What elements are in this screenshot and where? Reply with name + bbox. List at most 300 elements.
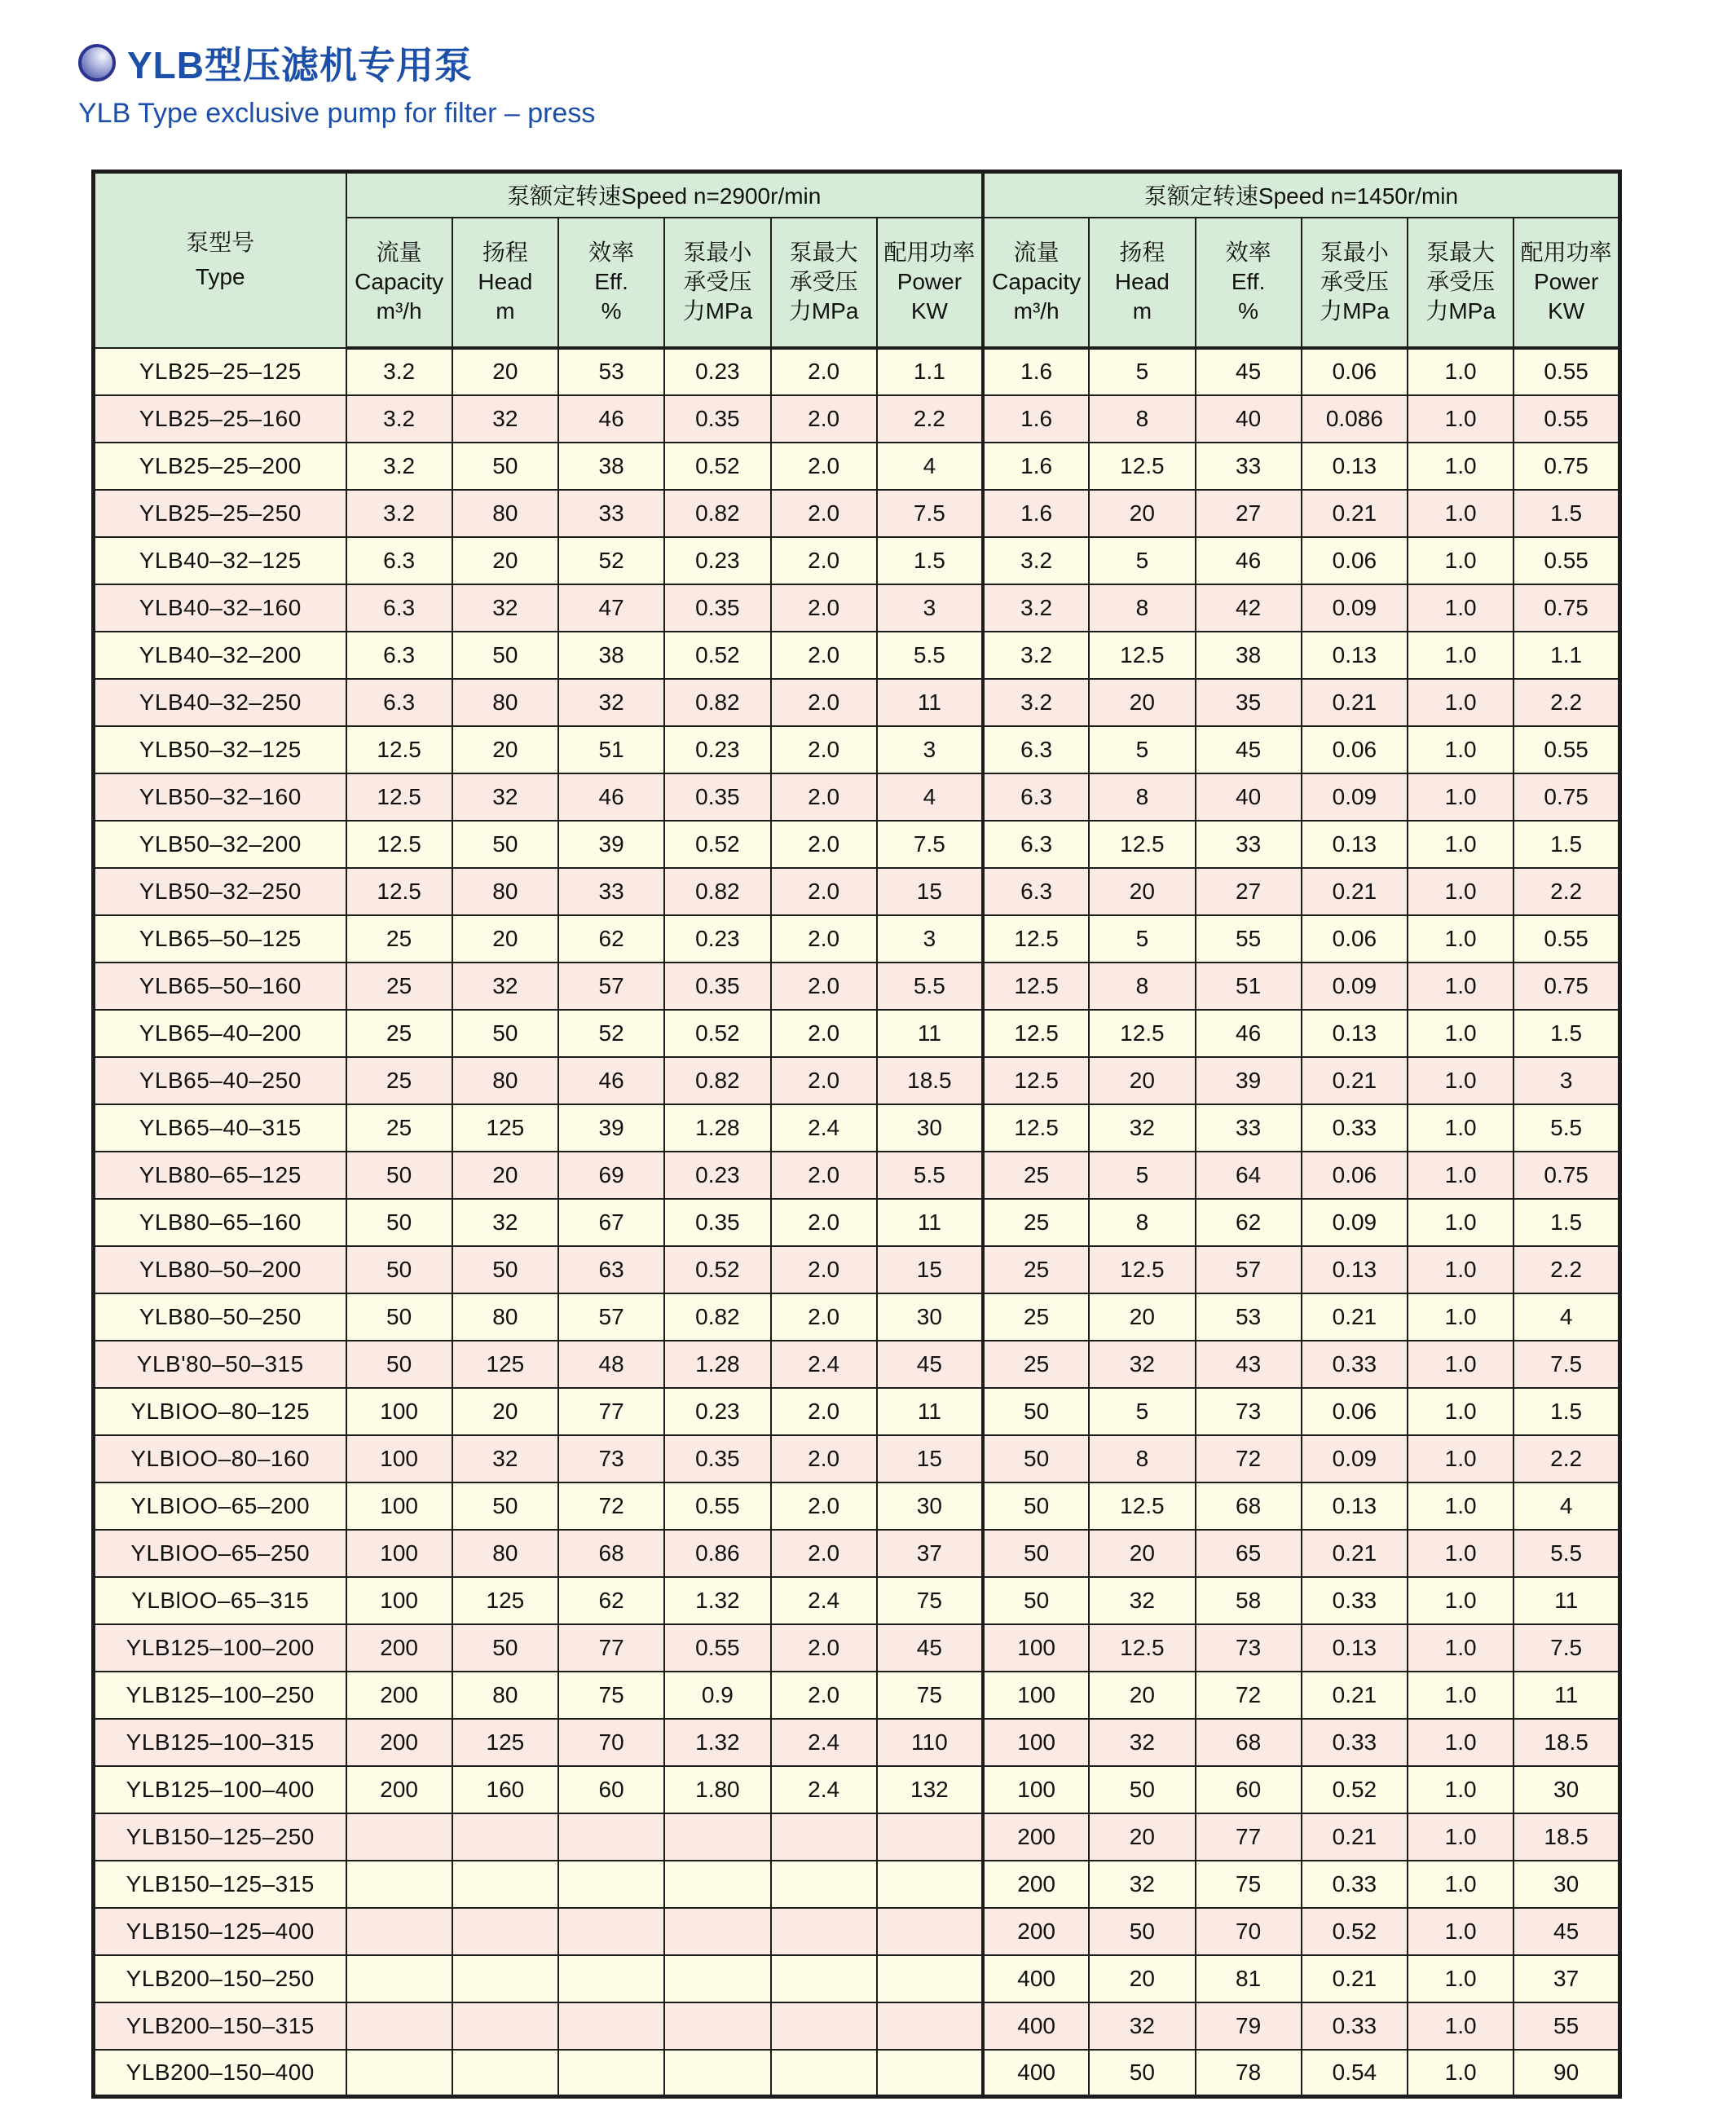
value-cell: 32 — [452, 773, 558, 821]
value-cell: 0.33 — [1302, 2002, 1408, 2050]
value-cell: 45 — [1196, 726, 1302, 773]
value-cell: 0.35 — [664, 1435, 770, 1482]
value-cell: 11 — [877, 1010, 983, 1057]
pump-type-cell: YLB200–150–400 — [94, 2050, 346, 2097]
value-cell: 2.0 — [771, 963, 877, 1010]
value-cell: 1.5 — [1513, 490, 1619, 537]
value-cell: 20 — [1089, 868, 1195, 915]
sub-header-line: 泵最大 — [789, 240, 858, 266]
value-cell: 50 — [452, 443, 558, 490]
value-cell: 39 — [1196, 1057, 1302, 1104]
sub-header-line: % — [1238, 297, 1259, 324]
value-cell: 0.82 — [664, 868, 770, 915]
value-cell: 20 — [1089, 679, 1195, 726]
pump-type-cell: YLBIOO–65–200 — [94, 1482, 346, 1530]
value-cell: 11 — [877, 1199, 983, 1246]
sub-header-line: 流量 — [376, 240, 422, 266]
table-row — [94, 915, 1620, 963]
table-row — [94, 2050, 1620, 2097]
value-cell: 30 — [1513, 1766, 1619, 1813]
value-cell: 50 — [983, 1577, 1089, 1624]
value-cell: 1.0 — [1408, 868, 1513, 915]
value-cell: 0.35 — [664, 1199, 770, 1246]
value-cell: 2.0 — [771, 1293, 877, 1341]
value-cell: 0.33 — [1302, 1104, 1408, 1152]
value-cell: 25 — [983, 1246, 1089, 1293]
sub-header-line: Capacity — [992, 269, 1082, 295]
value-cell: 0.06 — [1302, 1152, 1408, 1199]
sub-header-line: 力MPa — [682, 297, 753, 324]
value-cell: 1.0 — [1408, 1152, 1513, 1199]
value-cell: 2.0 — [771, 1057, 877, 1104]
value-cell: 12.5 — [983, 1010, 1089, 1057]
value-cell: 1.0 — [1408, 632, 1513, 679]
value-cell: 50 — [1089, 1908, 1195, 1955]
value-cell: 5.5 — [1513, 1530, 1619, 1577]
pump-type-cell: YLB200–150–250 — [94, 1955, 346, 2002]
value-cell: 20 — [1089, 490, 1195, 537]
value-cell: 0.35 — [664, 773, 770, 821]
value-cell: 20 — [1089, 1955, 1195, 2002]
value-cell: 48 — [558, 1341, 664, 1388]
value-cell: 72 — [558, 1482, 664, 1530]
value-cell — [346, 2002, 452, 2050]
value-cell: 46 — [1196, 1010, 1302, 1057]
value-cell: 0.52 — [664, 821, 770, 868]
value-cell: 81 — [1196, 1955, 1302, 2002]
value-cell: 67 — [558, 1199, 664, 1246]
sub-header-cell — [1513, 218, 1619, 348]
value-cell: 110 — [877, 1719, 983, 1766]
table-row — [94, 868, 1620, 915]
value-cell: 12.5 — [1089, 821, 1195, 868]
value-cell: 1.0 — [1408, 679, 1513, 726]
value-cell: 72 — [1196, 1672, 1302, 1719]
value-cell: 0.33 — [1302, 1719, 1408, 1766]
value-cell: 5 — [1089, 1152, 1195, 1199]
value-cell: 0.35 — [664, 584, 770, 632]
value-cell — [452, 1908, 558, 1955]
value-cell: 55 — [1196, 915, 1302, 963]
value-cell: 20 — [452, 915, 558, 963]
sub-header-line: 力MPa — [788, 297, 859, 324]
value-cell: 57 — [1196, 1246, 1302, 1293]
pump-type-cell: YLB40–32–250 — [94, 679, 346, 726]
value-cell: 0.09 — [1302, 584, 1408, 632]
value-cell: 3.2 — [346, 348, 452, 395]
value-cell: 0.13 — [1302, 1246, 1408, 1293]
sub-header-cell — [983, 218, 1089, 348]
value-cell: 32 — [1089, 2002, 1195, 2050]
value-cell: 1.1 — [877, 348, 983, 395]
value-cell: 50 — [452, 1246, 558, 1293]
value-cell: 100 — [346, 1577, 452, 1624]
value-cell: 38 — [558, 632, 664, 679]
value-cell: 79 — [1196, 2002, 1302, 2050]
value-cell: 69 — [558, 1152, 664, 1199]
pump-type-cell: YLB125–100–250 — [94, 1672, 346, 1719]
value-cell — [452, 1813, 558, 1861]
value-cell: 1.80 — [664, 1766, 770, 1813]
value-cell: 0.75 — [1513, 584, 1619, 632]
value-cell: 1.28 — [664, 1341, 770, 1388]
value-cell: 12.5 — [1089, 443, 1195, 490]
value-cell — [877, 2050, 983, 2097]
value-cell: 1.0 — [1408, 2002, 1513, 2050]
value-cell: 45 — [1196, 348, 1302, 395]
value-cell: 68 — [558, 1530, 664, 1577]
value-cell: 1.0 — [1408, 773, 1513, 821]
value-cell: 0.13 — [1302, 632, 1408, 679]
value-cell: 20 — [452, 1388, 558, 1435]
pump-type-cell: YLB80–65–125 — [94, 1152, 346, 1199]
value-cell: 0.75 — [1513, 963, 1619, 1010]
value-cell — [664, 2050, 770, 2097]
value-cell: 57 — [558, 1293, 664, 1341]
value-cell: 64 — [1196, 1152, 1302, 1199]
type-header-cell — [94, 172, 346, 348]
value-cell: 0.09 — [1302, 773, 1408, 821]
value-cell: 11 — [877, 1388, 983, 1435]
value-cell: 0.21 — [1302, 1672, 1408, 1719]
value-cell: 3.2 — [983, 537, 1089, 584]
pump-spec-table — [91, 170, 1622, 2099]
pump-type-cell: YLB80–50–200 — [94, 1246, 346, 1293]
sub-header-line: Power — [1533, 269, 1599, 295]
value-cell: 32 — [558, 679, 664, 726]
value-cell: 0.06 — [1302, 537, 1408, 584]
value-cell: 0.21 — [1302, 1955, 1408, 2002]
value-cell: 25 — [346, 1057, 452, 1104]
value-cell: 2.0 — [771, 1530, 877, 1577]
table-row — [94, 1719, 1620, 1766]
table-row — [94, 1577, 1620, 1624]
table-row — [94, 632, 1620, 679]
table-row — [94, 1435, 1620, 1482]
sub-header-line: 扬程 — [1119, 240, 1165, 266]
value-cell: 80 — [452, 1057, 558, 1104]
value-cell: 0.13 — [1302, 443, 1408, 490]
pump-type-cell: YLB'80–50–315 — [94, 1341, 346, 1388]
value-cell: 52 — [558, 537, 664, 584]
pump-type-cell: YLB25–25–250 — [94, 490, 346, 537]
value-cell: 100 — [346, 1482, 452, 1530]
value-cell: 2.0 — [771, 1388, 877, 1435]
value-cell — [877, 1908, 983, 1955]
table-row — [94, 821, 1620, 868]
value-cell: 4 — [1513, 1482, 1619, 1530]
value-cell: 50 — [452, 1624, 558, 1672]
value-cell: 20 — [1089, 1293, 1195, 1341]
value-cell: 0.086 — [1302, 395, 1408, 443]
value-cell: 1.0 — [1408, 490, 1513, 537]
value-cell: 62 — [1196, 1199, 1302, 1246]
value-cell: 7.5 — [877, 821, 983, 868]
value-cell: 1.5 — [877, 537, 983, 584]
table-row — [94, 1341, 1620, 1388]
value-cell: 1.0 — [1408, 1624, 1513, 1672]
value-cell: 50 — [1089, 2050, 1195, 2097]
value-cell: 0.52 — [664, 632, 770, 679]
value-cell: 0.21 — [1302, 1530, 1408, 1577]
value-cell: 53 — [558, 348, 664, 395]
table-row — [94, 1010, 1620, 1057]
table-row — [94, 1152, 1620, 1199]
value-cell: 12.5 — [346, 821, 452, 868]
value-cell: 2.0 — [771, 726, 877, 773]
value-cell: 12.5 — [983, 1057, 1089, 1104]
value-cell: 100 — [983, 1719, 1089, 1766]
value-cell: 2.0 — [771, 584, 877, 632]
pump-type-cell: YLB125–100–200 — [94, 1624, 346, 1672]
value-cell: 11 — [1513, 1672, 1619, 1719]
pump-type-cell: YLBIOO–65–250 — [94, 1530, 346, 1577]
value-cell: 400 — [983, 2050, 1089, 2097]
value-cell: 0.75 — [1513, 1152, 1619, 1199]
value-cell: 72 — [1196, 1435, 1302, 1482]
bullet-sphere-icon — [78, 44, 116, 82]
value-cell: 50 — [452, 1010, 558, 1057]
value-cell: 1.1 — [1513, 632, 1619, 679]
value-cell: 3.2 — [983, 679, 1089, 726]
value-cell — [452, 1955, 558, 2002]
value-cell: 2.0 — [771, 1199, 877, 1246]
value-cell: 5 — [1089, 726, 1195, 773]
value-cell — [877, 1813, 983, 1861]
value-cell: 200 — [346, 1672, 452, 1719]
value-cell: 1.5 — [1513, 1388, 1619, 1435]
pump-type-cell: YLBlOO–65–315 — [94, 1577, 346, 1624]
value-cell — [877, 1861, 983, 1908]
table-row — [94, 1530, 1620, 1577]
value-cell: 55 — [1513, 2002, 1619, 2050]
value-cell: 6.3 — [983, 868, 1089, 915]
sub-header-line: 承受压 — [683, 269, 752, 295]
value-cell: 0.09 — [1302, 1199, 1408, 1246]
value-cell — [346, 2050, 452, 2097]
value-cell: 1.0 — [1408, 348, 1513, 395]
value-cell: 2.0 — [771, 632, 877, 679]
value-cell: 77 — [558, 1624, 664, 1672]
value-cell: 5.5 — [1513, 1104, 1619, 1152]
value-cell: 0.9 — [664, 1672, 770, 1719]
value-cell: 1.0 — [1408, 1672, 1513, 1719]
value-cell: 0.33 — [1302, 1577, 1408, 1624]
value-cell: 20 — [452, 1152, 558, 1199]
value-cell: 0.13 — [1302, 1624, 1408, 1672]
value-cell: 2.4 — [771, 1577, 877, 1624]
value-cell: 0.09 — [1302, 1435, 1408, 1482]
value-cell: 400 — [983, 2002, 1089, 2050]
pump-type-cell: YLB150–125–250 — [94, 1813, 346, 1861]
value-cell — [664, 1908, 770, 1955]
value-cell: 50 — [983, 1482, 1089, 1530]
value-cell: 1.5 — [1513, 821, 1619, 868]
value-cell: 1.28 — [664, 1104, 770, 1152]
table-header — [94, 172, 1620, 348]
value-cell: 125 — [452, 1104, 558, 1152]
value-cell — [664, 1861, 770, 1908]
value-cell: 50 — [346, 1152, 452, 1199]
sub-header-line: 力MPa — [1425, 297, 1496, 324]
value-cell: 0.23 — [664, 348, 770, 395]
value-cell: 2.0 — [771, 773, 877, 821]
value-cell: 18.5 — [1513, 1719, 1619, 1766]
value-cell: 33 — [1196, 1104, 1302, 1152]
value-cell: 200 — [983, 1861, 1089, 1908]
sub-header-cell — [877, 218, 983, 348]
value-cell: 32 — [452, 1435, 558, 1482]
value-cell: 33 — [1196, 821, 1302, 868]
value-cell: 2.0 — [771, 821, 877, 868]
value-cell: 18.5 — [877, 1057, 983, 1104]
value-cell: 132 — [877, 1766, 983, 1813]
pump-type-cell: YLB25–25–125 — [94, 348, 346, 395]
pump-type-cell: YLB40–32–160 — [94, 584, 346, 632]
value-cell — [452, 1861, 558, 1908]
value-cell: 53 — [1196, 1293, 1302, 1341]
value-cell: 6.3 — [983, 821, 1089, 868]
value-cell — [452, 2002, 558, 2050]
sub-header-line: 承受压 — [1320, 269, 1389, 295]
value-cell: 0.55 — [664, 1482, 770, 1530]
pump-type-cell: YLBIOO–80–160 — [94, 1435, 346, 1482]
value-cell: 25 — [983, 1341, 1089, 1388]
sub-header-line: 力MPa — [1320, 297, 1390, 324]
table-row — [94, 1908, 1620, 1955]
value-cell: 2.0 — [771, 868, 877, 915]
value-cell: 50 — [452, 632, 558, 679]
value-cell: 57 — [558, 963, 664, 1010]
table-row — [94, 1482, 1620, 1530]
value-cell: 200 — [346, 1624, 452, 1672]
sub-header-cell — [664, 218, 770, 348]
table-row — [94, 443, 1620, 490]
value-cell: 20 — [452, 348, 558, 395]
value-cell: 200 — [346, 1719, 452, 1766]
pump-type-cell: YLB50–32–250 — [94, 868, 346, 915]
sub-header-line: KW — [1548, 297, 1585, 324]
value-cell: 25 — [983, 1293, 1089, 1341]
value-cell: 40 — [1196, 773, 1302, 821]
value-cell: 6.3 — [346, 632, 452, 679]
value-cell: 50 — [983, 1435, 1089, 1482]
pump-type-cell: YLB125–100–400 — [94, 1766, 346, 1813]
value-cell: 30 — [877, 1104, 983, 1152]
pump-type-cell: YLB50–32–125 — [94, 726, 346, 773]
value-cell: 3 — [877, 726, 983, 773]
value-cell: 5 — [1089, 915, 1195, 963]
value-cell: 1.6 — [983, 348, 1089, 395]
value-cell: 0.06 — [1302, 1388, 1408, 1435]
value-cell — [346, 1813, 452, 1861]
value-cell: 1.0 — [1408, 537, 1513, 584]
sub-header-cell — [558, 218, 664, 348]
value-cell: 8 — [1089, 1199, 1195, 1246]
value-cell: 80 — [452, 1293, 558, 1341]
value-cell: 80 — [452, 1530, 558, 1577]
table-row — [94, 963, 1620, 1010]
pump-type-cell: YLB65–40–250 — [94, 1057, 346, 1104]
sub-header-line: Head — [478, 269, 533, 295]
value-cell: 46 — [1196, 537, 1302, 584]
table-row — [94, 348, 1620, 395]
value-cell: 0.21 — [1302, 1057, 1408, 1104]
value-cell: 5.5 — [877, 632, 983, 679]
value-cell: 0.82 — [664, 679, 770, 726]
value-cell: 11 — [1513, 1577, 1619, 1624]
pump-type-cell: YLB150–125–315 — [94, 1861, 346, 1908]
value-cell: 30 — [877, 1482, 983, 1530]
value-cell — [771, 1813, 877, 1861]
value-cell: 0.21 — [1302, 868, 1408, 915]
speed-group-2900-header: 泵额定转速Speed n=2900r/min — [346, 172, 984, 218]
value-cell: 3.2 — [983, 632, 1089, 679]
value-cell: 38 — [1196, 632, 1302, 679]
value-cell: 25 — [346, 963, 452, 1010]
value-cell: 0.55 — [1513, 915, 1619, 963]
value-cell: 70 — [1196, 1908, 1302, 1955]
value-cell: 0.75 — [1513, 773, 1619, 821]
value-cell: 32 — [1089, 1719, 1195, 1766]
value-cell: 15 — [877, 1435, 983, 1482]
value-cell: 2.2 — [1513, 1246, 1619, 1293]
value-cell: 51 — [558, 726, 664, 773]
sub-header-line: % — [601, 297, 622, 324]
table-row — [94, 1672, 1620, 1719]
value-cell: 30 — [877, 1293, 983, 1341]
value-cell: 32 — [1089, 1861, 1195, 1908]
value-cell: 8 — [1089, 584, 1195, 632]
value-cell: 2.0 — [771, 1246, 877, 1293]
table-row — [94, 490, 1620, 537]
value-cell: 20 — [452, 726, 558, 773]
value-cell: 0.75 — [1513, 443, 1619, 490]
value-cell: 0.21 — [1302, 490, 1408, 537]
value-cell: 8 — [1089, 963, 1195, 1010]
value-cell: 11 — [877, 679, 983, 726]
value-cell: 3.2 — [983, 584, 1089, 632]
value-cell: 27 — [1196, 490, 1302, 537]
value-cell: 6.3 — [346, 537, 452, 584]
value-cell — [558, 2050, 664, 2097]
page-title: YLB型压滤机专用泵 — [127, 44, 473, 86]
value-cell: 37 — [1513, 1955, 1619, 2002]
value-cell: 12.5 — [346, 726, 452, 773]
value-cell: 32 — [452, 395, 558, 443]
value-cell: 0.23 — [664, 1388, 770, 1435]
value-cell: 2.0 — [771, 679, 877, 726]
value-cell: 75 — [877, 1577, 983, 1624]
value-cell: 3 — [877, 584, 983, 632]
value-cell — [558, 1813, 664, 1861]
value-cell — [558, 1955, 664, 2002]
value-cell: 20 — [1089, 1813, 1195, 1861]
value-cell: 90 — [1513, 2050, 1619, 2097]
value-cell: 0.06 — [1302, 915, 1408, 963]
value-cell — [346, 1955, 452, 2002]
value-cell: 2.2 — [1513, 679, 1619, 726]
table-row — [94, 1388, 1620, 1435]
value-cell: 7.5 — [877, 490, 983, 537]
value-cell: 60 — [558, 1766, 664, 1813]
pump-type-cell: YLB65–40–200 — [94, 1010, 346, 1057]
table-row — [94, 1199, 1620, 1246]
value-cell: 51 — [1196, 963, 1302, 1010]
sub-header-line: 泵最大 — [1426, 240, 1496, 266]
value-cell: 12.5 — [1089, 1246, 1195, 1293]
value-cell: 27 — [1196, 868, 1302, 915]
